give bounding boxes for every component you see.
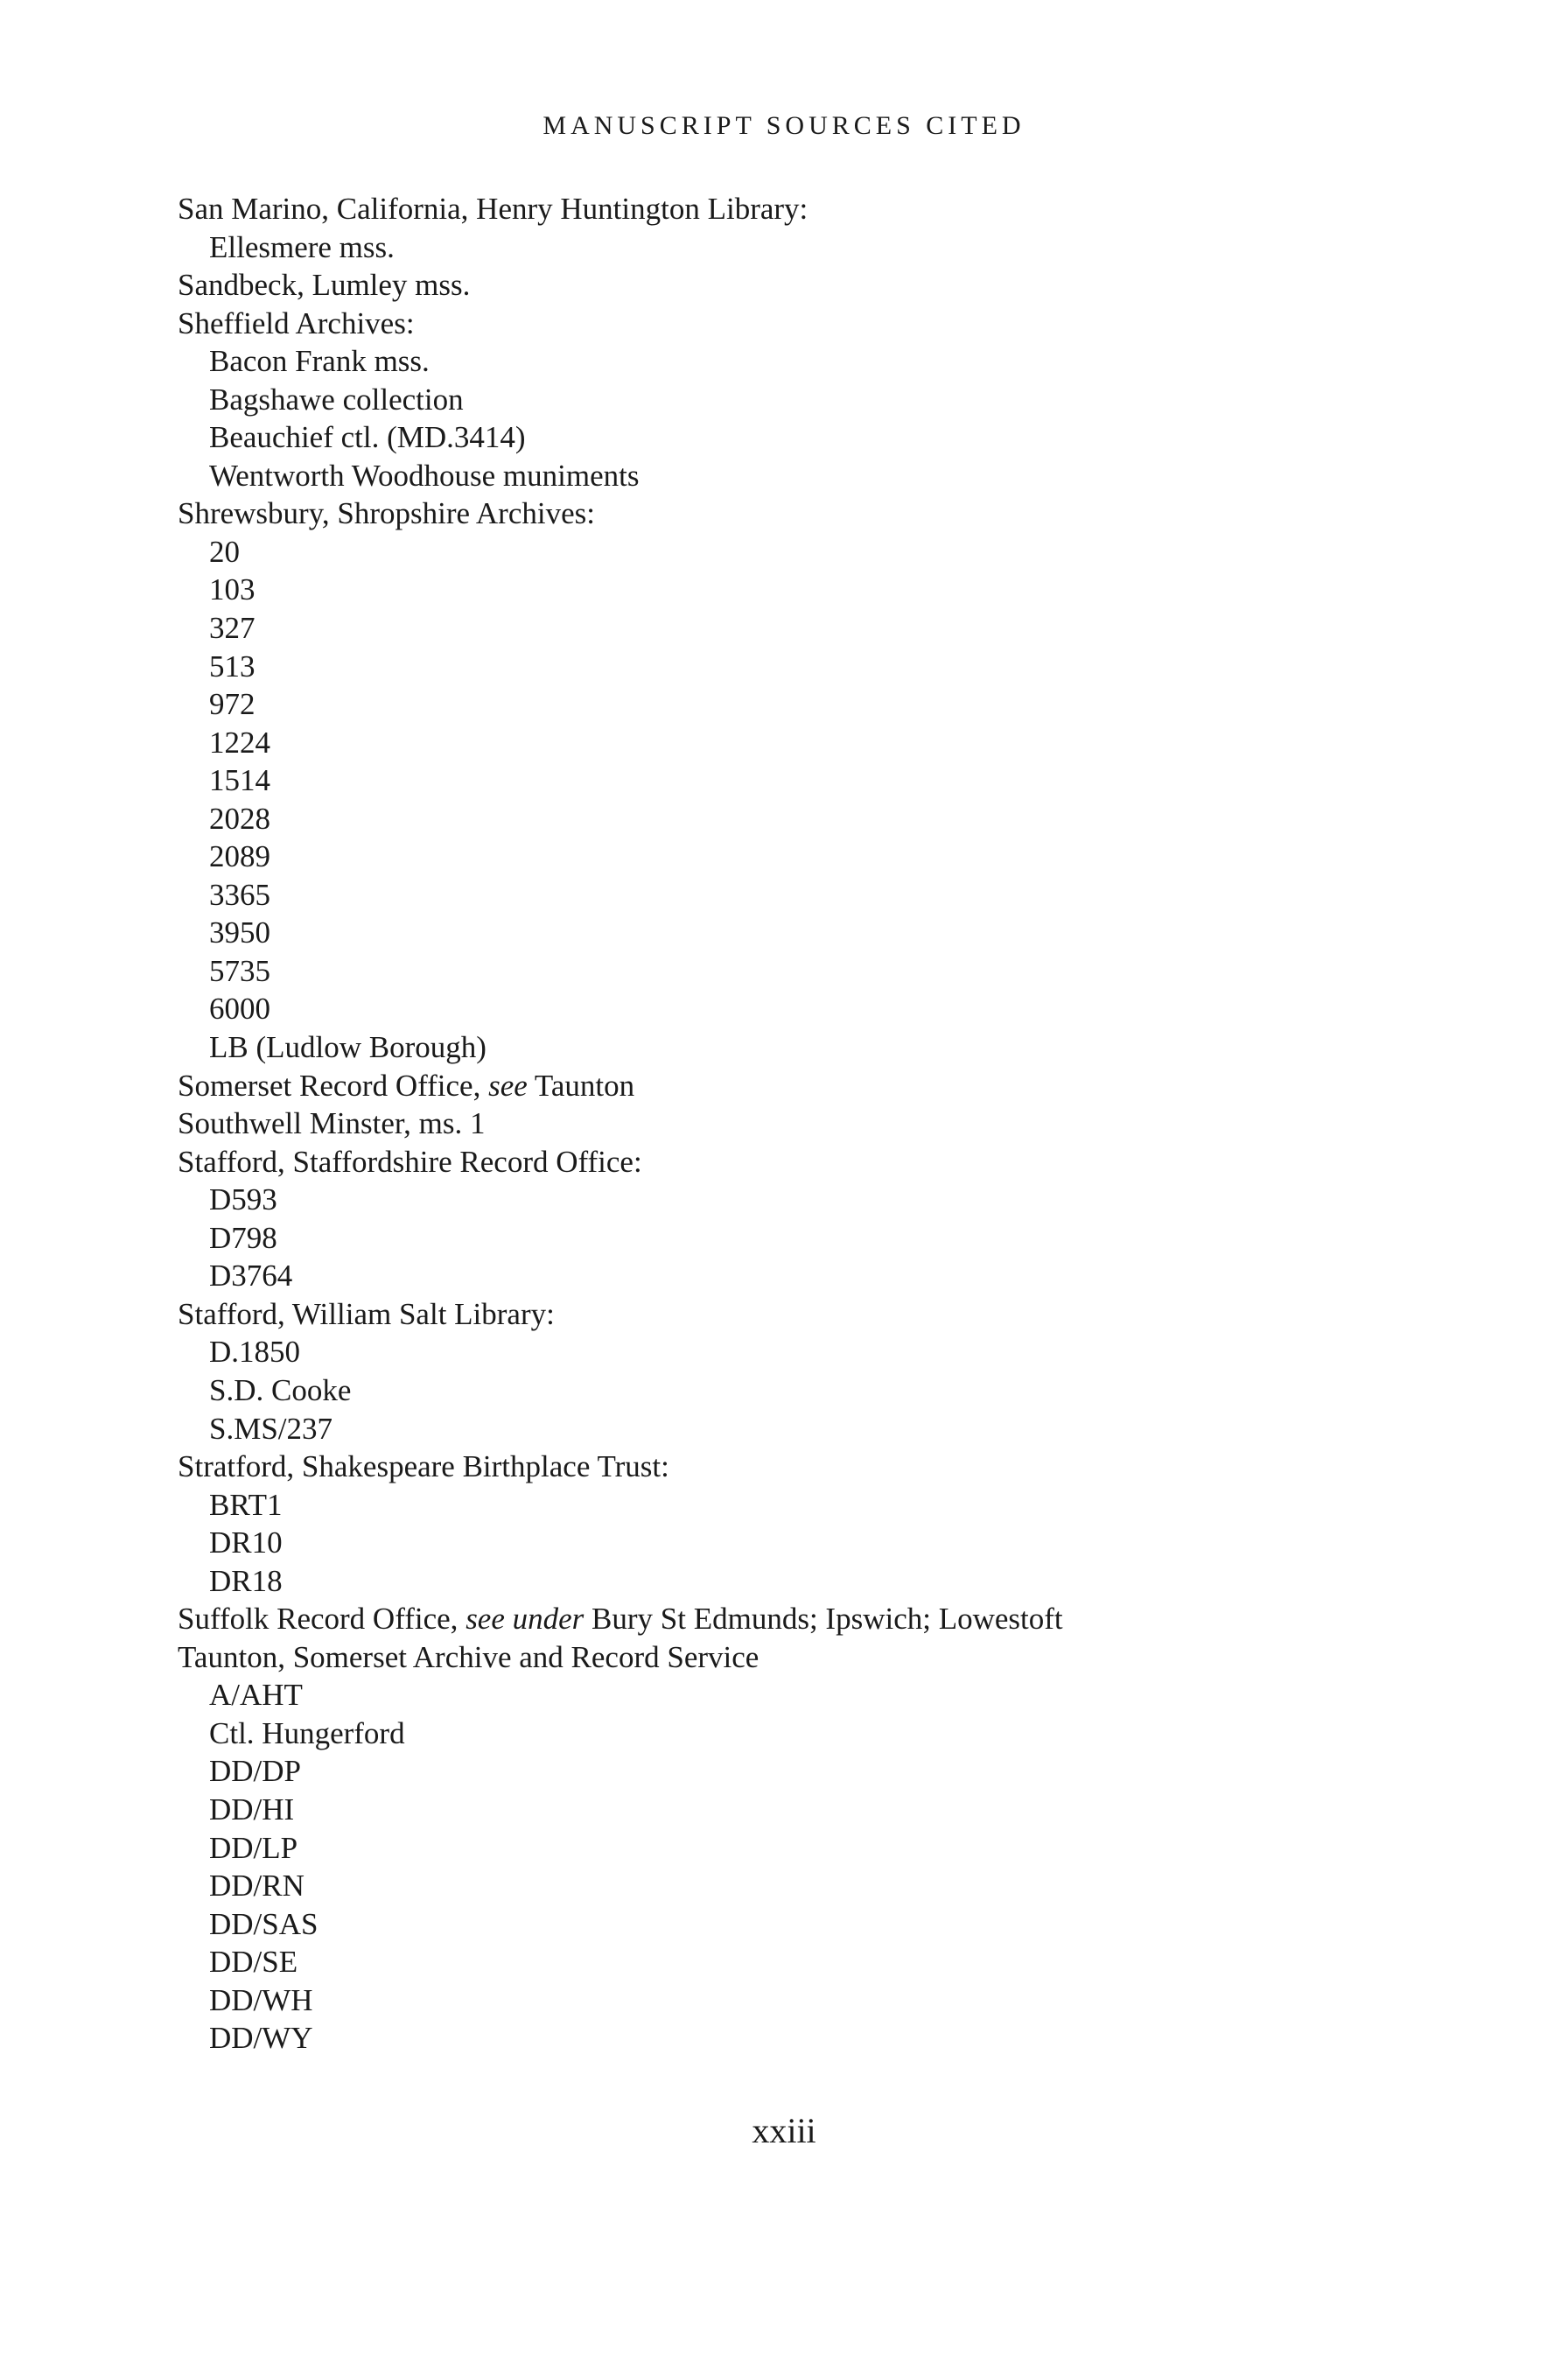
main-entry: Taunton, Somerset Archive and Record Service [178,1639,760,1674]
entry-text: Taunton [527,1068,635,1103]
main-entry: Stafford, Staffordshire Record Office: [178,1144,642,1179]
main-entry: Shrewsbury, Shropshire Archives: [178,496,595,531]
page-number: xxiii [752,2111,816,2150]
sub-entry: 972 [209,687,256,722]
main-entry: Southwell Minster, ms. 1 [178,1106,486,1141]
main-entry [178,1600,1063,1638]
sub-entry: DD/LP [209,1830,298,1865]
main-entry: Sandbeck, Lumley mss. [178,268,471,303]
running-head: MANUSCRIPT SOURCES CITED [542,111,1026,140]
sub-entry: 2089 [209,839,270,874]
sub-entry: D3764 [209,1259,293,1294]
main-entry [178,1067,1063,1105]
sub-entry: DD/WY [209,2021,313,2056]
sub-entry: D593 [209,1182,277,1217]
source-list [178,190,1063,2058]
sub-entry: 6000 [209,992,270,1027]
sub-entry: DD/SAS [209,1906,318,1941]
entry-text: Somerset Record Office, [178,1068,489,1103]
sub-entry: 1514 [209,763,270,798]
sub-entry: 1224 [209,725,270,760]
sub-entry: S.MS/237 [209,1411,333,1446]
entry-text: Suffolk Record Office, [178,1602,466,1637]
sub-entry: A/AHT [209,1678,303,1713]
sub-entry: Bagshawe collection [209,382,464,417]
sub-entry: Bacon Frank mss. [209,344,430,379]
sub-entry: D798 [209,1220,277,1255]
sub-entry: 3365 [209,877,270,912]
main-entry: Sheffield Archives: [178,305,415,340]
main-entry: Stafford, William Salt Library: [178,1296,555,1331]
sub-entry: Ctl. Hungerford [209,1715,405,1750]
sub-entry: DD/RN [209,1869,304,1904]
cross-reference-term: see under [466,1602,584,1637]
sub-entry: S.D. Cooke [209,1372,352,1407]
sub-entry: DR10 [209,1525,283,1560]
sub-entry: DD/HI [209,1792,295,1827]
sub-entry: Wentworth Woodhouse muniments [209,458,640,493]
sub-entry: BRT1 [209,1487,283,1522]
main-entry: Stratford, Shakespeare Birthplace Trust: [178,1449,669,1484]
sub-entry: 2028 [209,801,270,836]
sub-entry: DD/DP [209,1754,302,1789]
entry-text: Bury St Edmunds; Ipswich; Lowestoft [584,1602,1063,1637]
sub-entry: D.1850 [209,1335,301,1370]
sub-entry: 20 [209,534,240,569]
sub-entry: DR18 [209,1563,283,1598]
sub-entry: DD/WH [209,1982,313,2017]
sub-entry: 5735 [209,953,270,988]
sub-entry: Beauchief ctl. (MD.3414) [209,420,526,455]
sub-entry: 513 [209,649,256,684]
sub-entry: 3950 [209,915,270,950]
sub-entry: LB (Ludlow Borough) [209,1030,486,1065]
sub-entry: 327 [209,611,256,646]
sub-entry: Ellesmere mss. [209,229,395,264]
sub-entry: 103 [209,572,256,607]
cross-reference-term: see [488,1068,528,1103]
main-entry: San Marino, California, Henry Huntington Library: [178,192,808,226]
sub-entry: DD/SE [209,1945,298,1980]
